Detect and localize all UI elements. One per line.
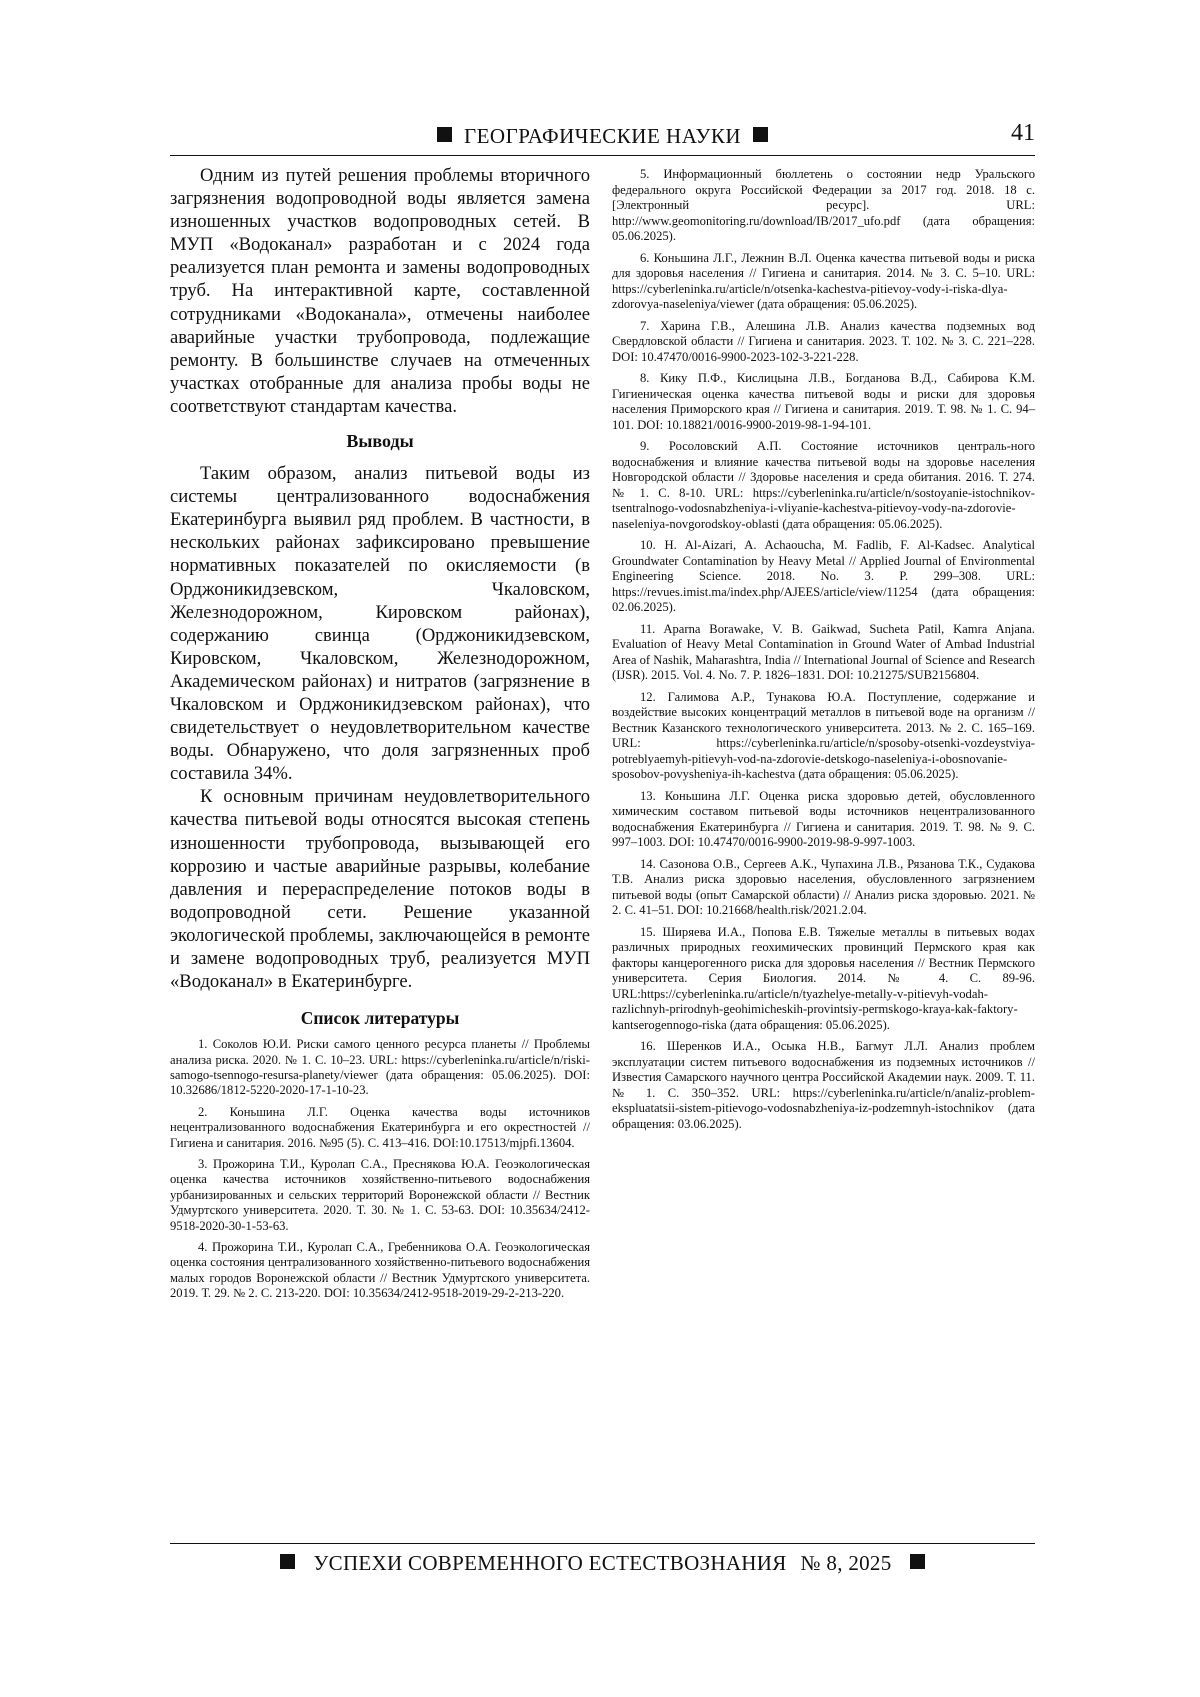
square-bullet-icon xyxy=(280,1554,295,1569)
section-title-block xyxy=(170,124,1035,149)
section-title: ГЕОГРАФИЧЕСКИЕ НАУКИ xyxy=(464,124,741,148)
reference-item: 8. Кику П.Ф., Кислицына Л.В., Богданова В.Д., Сабирова К.М. Гигиеническая оценка качества питьевой воды и риски для здоровья населения Приморского края // Гигиена и санитария. 2019. Т. 98. № 1. С. 94–101. DOI: 10.18821/0016-9900-2019-98-1-94-101. xyxy=(612,371,1035,433)
square-bullet-icon xyxy=(437,127,452,142)
running-header xyxy=(170,118,1035,156)
reference-item: 7. Харина Г.В., Алешина Л.В. Анализ качества подземных вод Свердловской области // Гигиена и санитария. 2023. Т. 102. № 3. С. 221–228. DOI: 10.47470/0016-9900-2023-102-3-221-228. xyxy=(612,319,1035,366)
reference-item: 4. Прожорина Т.И., Куролап С.А., Гребенникова О.А. Геоэкологическая оценка состояния централизованного хозяйственно-питьевого водоснабжения малых городов Воронежской области // Вестник Удмуртского университета. 2019. Т. 29. № 2. С. 213-220. DOI: 10.35634/2412-9518-2019-29-2-213-220. xyxy=(170,1240,590,1302)
reference-item: 11. Aparna Borawake, V. B. Gaikwad, Sucheta Patil, Kamra Anjana. Evaluation of Heavy Metal Contamination in Ground Water of Ambad Industrial Area of Nashik, Maharashtra, India // International Journal of Science and Research (IJSR). 2015. Vol. 4. No. 7. P. 1826–1831. DOI: 10.21275/SUB2156804. xyxy=(612,622,1035,684)
footer-divider xyxy=(170,1543,1035,1544)
square-bullet-icon xyxy=(753,127,768,142)
left-column xyxy=(170,164,590,1308)
reference-item: 2. Коньшина Л.Г. Оценка качества воды источников нецентрализованного водоснабжения Екатеринбурга и его окрестностей // Гигиена и санитария. 2016. №95 (5). С. 413–416. DOI:10.17513/mjpfi.13604. xyxy=(170,1105,590,1151)
conclusions-paragraph: К основным причинам неудовлетворительного качества питьевой воды относятся высокая степень изношенности трубопровода, вызывающей его коррозию и частые аварийные разрывы, колебание давления и перераспределение потоков воды в водопроводной сети. Решение указанной экологической проблемы, заключающейся в ремонте и замене водопроводных труб, реализуется МУП «Водоканал» в Екатеринбурге. xyxy=(170,785,590,993)
reference-item: 10. H. Al-Aizari, A. Achaoucha, M. Fadlib, F. Al-Kadsec. Analytical Groundwater Contamination by Heavy Metal // Applied Journal of Environmental Engineering Science. 2018. No. 3. P. 299–308. URL: https://revues.imist.ma/index.php/AJEES/article/view/11254 (дата обращения: 02.06.2025). xyxy=(612,538,1035,616)
body-paragraph: Одним из путей решения проблемы вторичного загрязнения водопроводной воды является замена изношенных участков водопроводных сетей. В МУП «Водоканал» разработан и с 2024 года реализуется план ремонта и замены водопроводных труб. На интерактивной карте, составленной сотрудниками «Водоканала», отмечены наиболее аварийные участки трубопровода, подлежащие ремонту. В большинстве случаев на отмеченных участках отобранные для анализа пробы воды не соответствуют стандартам качества. xyxy=(170,164,590,418)
reference-item: 12. Галимова А.Р., Тунакова Ю.А. Поступление, содержание и воздействие высоких концентраций металлов в питьевой воде на организм // Вестник Казанского технологического университета. 2013. № 2. С. 165–169. URL: https://cyberleninka.ru/article/n/sposoby-otsenki-vozdeystviya-potreblyaemyh-pitievyh-vod-na-zdorovie-detskogo-naseleniya-i-obosnovanie-sposobov-povysheniya-ih-kachestva (дата обращения: 05.06.2025). xyxy=(612,690,1035,783)
references-heading: Список литературы xyxy=(170,1007,590,1029)
square-bullet-icon xyxy=(910,1554,925,1569)
reference-item: 5. Информационный бюллетень о состоянии недр Уральского федерального округа Российской Федерации за 2017 год. 2018. 18 с. [Электронный ресурс]. URL: http://www.geomonitoring.ru/download/IB/2017_ufo.pdf (дата обращения: 05.06.2025). xyxy=(612,167,1035,245)
reference-item: 13. Коньшина Л.Г. Оценка риска здоровью детей, обусловленного химическим составом питьевой воды источников нецентрализованного водоснабжения Екатеринбурга // Гигиена и санитария. 2019. Т. 98. № 9. С. 997–1003. DOI: 10.47470/0016-9900-2019-98-9-997-1003. xyxy=(612,789,1035,851)
reference-item: 3. Прожорина Т.И., Куролап С.А., Преснякова Ю.А. Геоэкологическая оценка качества источников хозяйственно-питьевого водоснабжения урбанизированных и сельских территорий Воронежской области // Вестник Удмуртского университета. 2020. Т. 30. № 1. С. 53-63. DOI: 10.35634/2412-9518-2020-30-1-53-63. xyxy=(170,1157,590,1234)
journal-page xyxy=(0,0,1200,1697)
reference-item: 9. Росоловский А.П. Состояние источников централь-ного водоснабжения и влияние качества питьевой воды на здоровье населения Новгородской области // Здоровье населения и среда обитания. 2016. Т. 274. № 1. С. 8-10. URL: https://cyberleninka.ru/article/n/sostoyanie-istochnikov-tsentralnogo-vodosnabzheniya-i-vliyanie-kachestva-pitievoy-vody-na-zdorovie-naseleniya-novgorodskoy-oblasti (дата обращения: 05.06.2025). xyxy=(612,439,1035,532)
reference-item: 16. Шеренков И.А., Осыка Н.В., Багмут Л.Л. Анализ проблем эксплуатации систем питьевого водоснабжения из подземных источников // Известия Самарского научного центра Российской Академии наук. 2009. Т. 11. № 1. С. 350–352. URL: https://cyberleninka.ru/article/n/analiz-problem-ekspluatatsii-sistem-pitievogo-vodosnabzheniya-iz-podzemnyh-istochnikov (дата обращения: 03.06.2025). xyxy=(612,1039,1035,1132)
header-divider xyxy=(170,155,1035,156)
reference-item: 1. Соколов Ю.И. Риски самого ценного ресурса планеты // Проблемы анализа риска. 2020. № 1. С. 10–23. URL: https://cyberleninka.ru/article/n/riski-samogo-tsennogo-resursa-planety/viewer (дата обращения: 05.06.2025). DOI: 10.32686/1812-5220-2020-17-1-10-23. xyxy=(170,1037,590,1099)
journal-title: УСПЕХИ СОВРЕМЕННОГО ЕСТЕСТВОЗНАНИЯ xyxy=(313,1551,786,1575)
running-footer xyxy=(170,1551,1035,1576)
conclusions-heading: Выводы xyxy=(170,430,590,452)
page-number: 41 xyxy=(1011,120,1035,147)
issue-number: № 8, 2025 xyxy=(801,1551,892,1575)
reference-item: 15. Ширяева И.А., Попова Е.В. Тяжелые металлы в питьевых водах различных природных геохимических провинций Пермского края как факторы канцерогенного риска для здоровья населения // Вестник Пермского университета. Серия Биология. 2014. № 4. С. 89-96. URL:https://cyberleninka.ru/article/n/tyazhelye-metally-v-pitievyh-vodah-razlichnyh-prirodnyh-geohimicheskih-provintsiy-permskogo-kraya-kak-faktory-kantserogennogo-riska (дата обращения: 05.06.2025). xyxy=(612,925,1035,1034)
reference-item: 6. Коньшина Л.Г., Лежнин В.Л. Оценка качества питьевой воды и риска для здоровья населения // Гигиена и санитария. 2014. № 3. С. 5–10. URL: https://cyberleninka.ru/article/n/otsenka-kachestva-pitievoy-vody-i-riska-dlya-zdorovya-naseleniya/viewer (дата обращения: 05.06.2025). xyxy=(612,251,1035,313)
reference-item: 14. Сазонова О.В., Сергеев А.К., Чупахина Л.В., Рязанова Т.К., Судакова Т.В. Анализ риска здоровью населения, обусловленного загрязнением питьевой воды (опыт Самарской области) // Анализ риска здоровью. 2021. № 2. С. 41–51. DOI: 10.21668/health.risk/2021.2.04. xyxy=(612,857,1035,919)
right-column xyxy=(612,167,1035,1138)
conclusions-paragraph: Таким образом, анализ питьевой воды из системы централизованного водоснабжения Екатеринбурга выявил ряд проблем. В частности, в нескольких районах зафиксировано превышение нормативных показателей по окисляемости (в Орджоникидзевском, Чкаловском, Железнодорожном, Кировском районах), содержанию свинца (Орджоникидзевском, Кировском, Чкаловском, Железнодорожном, Академическом районах) и нитратов (загрязнение в Чкаловском и Орджоникидзевском районах), что свидетельствует о неудовлетворительном качестве воды. Обнаружено, что доля загрязненных проб составила 34%. xyxy=(170,462,590,785)
